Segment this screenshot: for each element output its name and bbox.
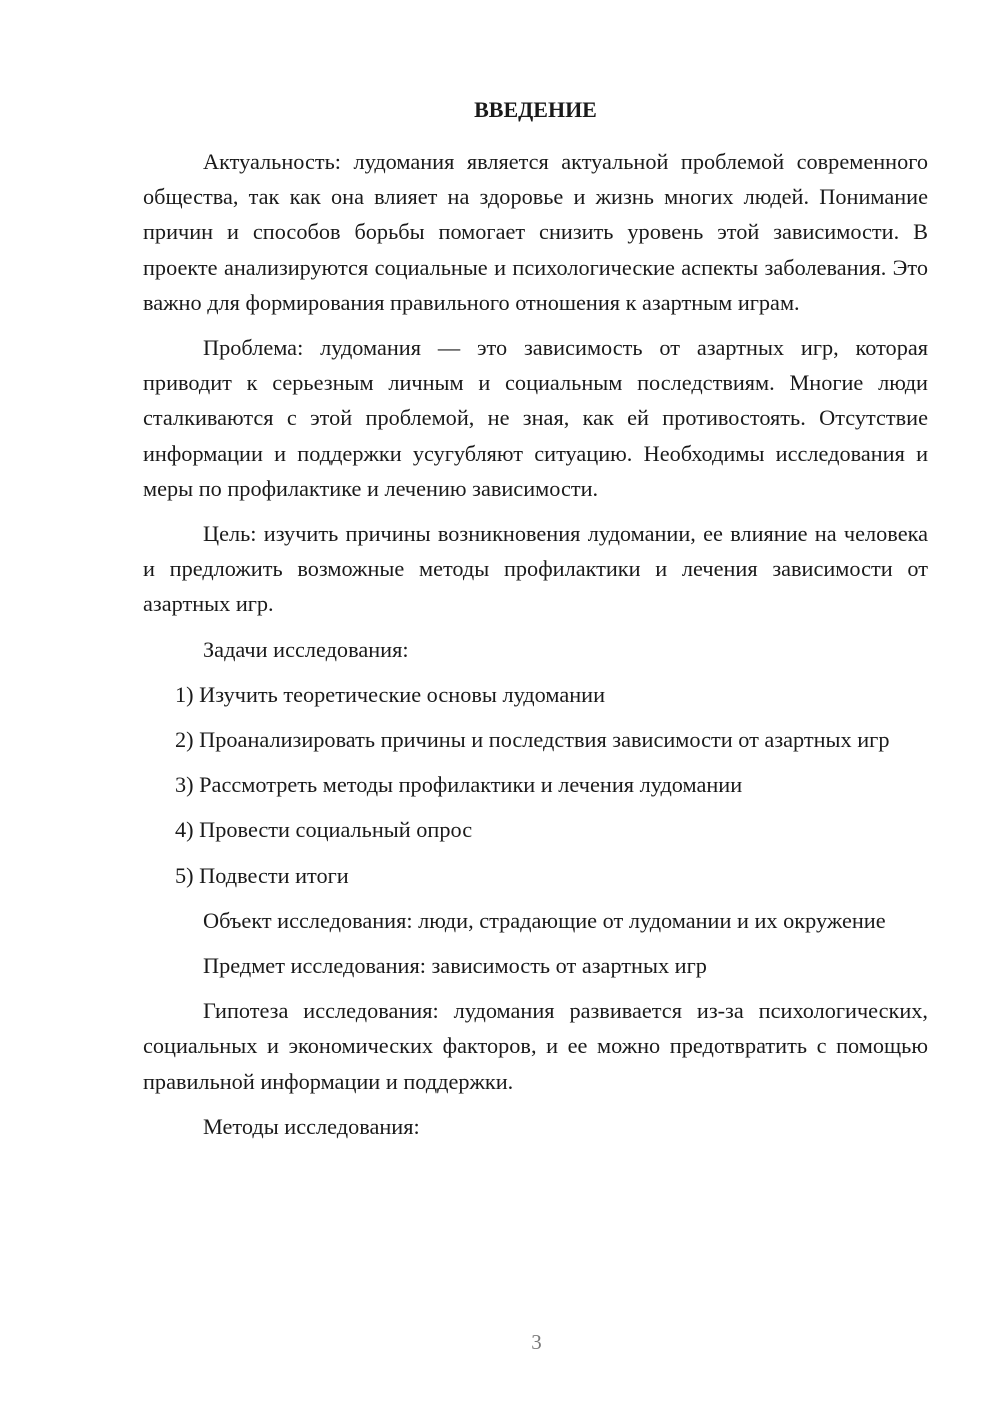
document-page [143, 92, 928, 1144]
paragraph-goal: Цель: изучить причины возникновения лудомании, ее влияние на человека и предложить возможные методы профилактики и лечения зависимости от азартных игр. [143, 521, 928, 617]
paragraph-object: Объект исследования: люди, страдающие от лудомании и их окружение [203, 907, 886, 933]
task-item-5: 5) Подвести итоги [175, 862, 349, 888]
page-number: 3 [531, 1330, 542, 1354]
task-item-3: 3) Рассмотреть методы профилактики и лечения лудомании [175, 772, 743, 798]
paragraph-methods: Методы исследования: [203, 1113, 420, 1139]
section-title: ВВЕДЕНИЕ [474, 97, 597, 122]
paragraph-problem: Проблема: лудомания — это зависимость от азартных игр, которая приводит к серьезным личным и социальным последствиям. Многие люди сталкиваются с этой проблемой, не зная, как ей противостоять. Отсутствие информации и поддержки усугубляют ситуацию. Необходимы исследования и меры по профилактике и лечению зависимости. [143, 335, 928, 501]
paragraph-relevance: Актуальность: лудомания является актуальной проблемой современного общества, так как она влияет на здоровье и жизнь многих людей. Понимание причин и способов борьбы помогает снизить уровень этой зависимости. В проекте анализируются социальные и психологические аспекты заболевания. Это важно для формирования правильного отношения к азартным играм. [143, 149, 928, 315]
paragraph-subject: Предмет исследования: зависимость от азартных игр [203, 953, 707, 979]
paragraph-hypothesis: Гипотеза исследования: лудомания развивается из-за психологических, социальных и экономических факторов, и ее можно предотвратить с помощью правильной информации и поддержки. [143, 998, 928, 1094]
task-item-4: 4) Провести социальный опрос [175, 817, 473, 843]
task-item-2: 2) Проанализировать причины и последствия зависимости от азартных игр [175, 727, 890, 753]
paragraph-tasks-heading: Задачи исследования: [203, 636, 409, 662]
task-item-1: 1) Изучить теоретические основы лудомании [175, 681, 606, 707]
